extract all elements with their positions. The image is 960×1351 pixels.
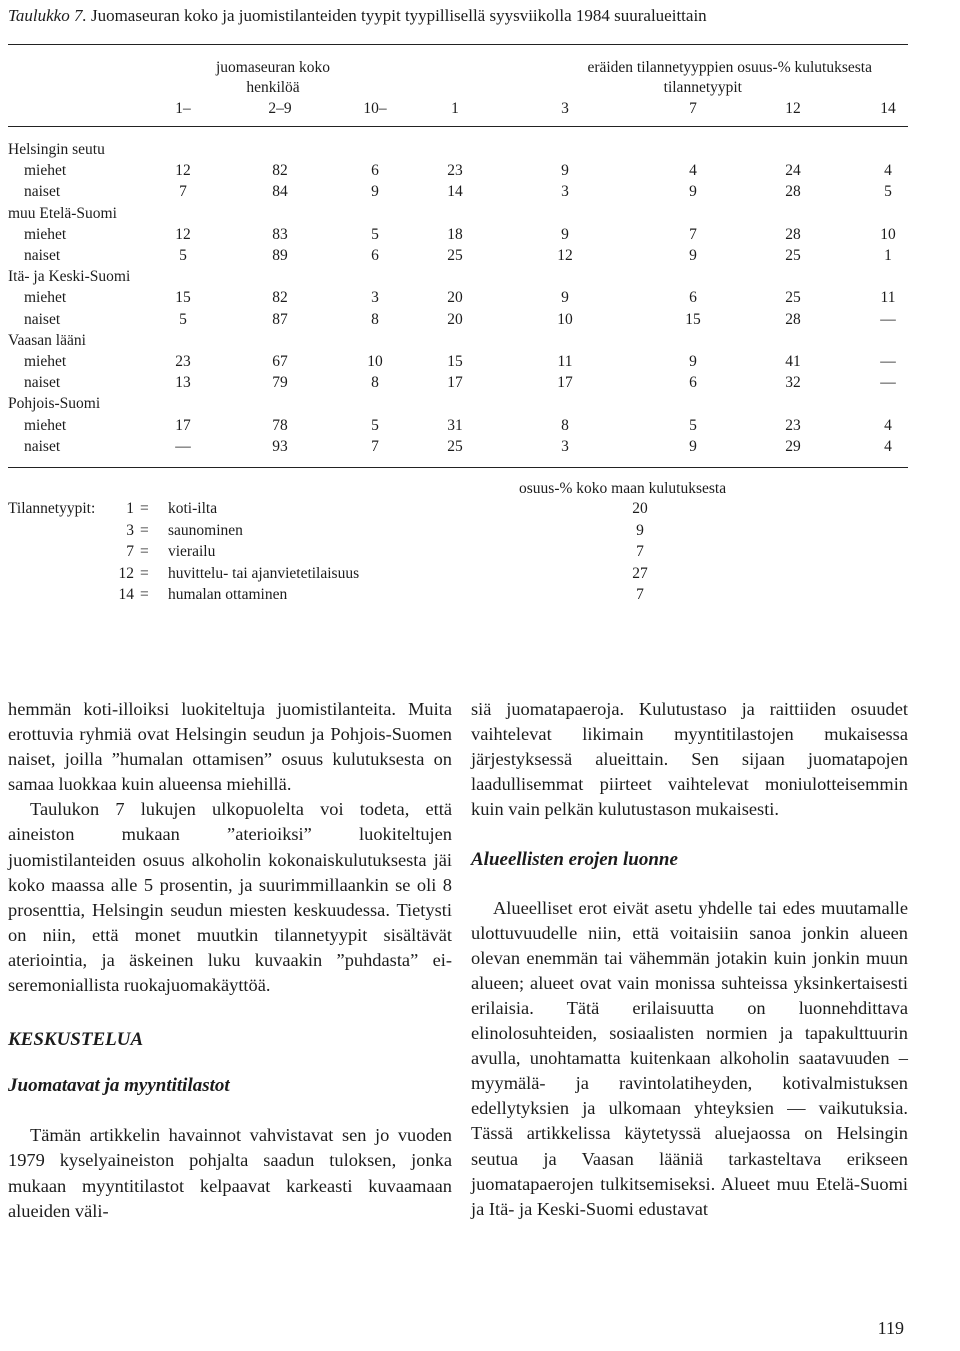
caption-label: Taulukko 7. bbox=[8, 6, 87, 25]
table-cell: 87 bbox=[272, 310, 288, 328]
caption-text: Juomaseuran koko ja juomistilanteiden tyypit tyypillisellä syysviikolla 1984 suuralueittain bbox=[90, 6, 707, 25]
right-paragraph-1: siä juomatapaeroja. Kulutustaso ja raittiiden osuudet vaihtelevat likimain myyntitilastojen mukaisessa järjestyksessä alueittain. Sen sijaan juomatapojen laadullisemmat piirteet vaihtelevat moniulotteisemmin kuin vain pelkän kulutustason mukaisesti. bbox=[471, 699, 908, 820]
region-label: muu Etelä-Suomi bbox=[8, 204, 117, 222]
table-cell: 10 bbox=[367, 353, 383, 370]
row-label: naiset bbox=[24, 183, 61, 201]
table-cell: 3 bbox=[561, 437, 569, 455]
right-paragraph-2: Alueelliset erot eivät asetu yhdelle tai edes muutamalle ulottuvuudelle niin, että voitaisiin sanoa jonkin alueen olevan enemmän tai vähemmän jotakin kuin jonkin muun alueen; alueet ovat vain monissa suhteissa yksinkertaisesti erilaisia. Tätä erilaisuutta on luonnehdittava elinolosuhteiden, sosiaalisten normien ja tapakulttuurin avulla, unohtamatta kuitenkaan alkoholin saatavuuden – myymälä- ja ravintolatiheyden, kotivalmistuksen edellytyksien ja ulkomaan yhteyksien — vaikutuksia. Tässä artikkelissa käytetyssä aluejaossa on Helsingin seutua ja Vaasan lääniä tarkasteltava erikseen juomatapaerojen tulkitsemiseksi. Alueet muu Etelä-Suomi ja Itä- ja Keski-Suomi edustavat bbox=[471, 897, 908, 1219]
table-cell: 17 bbox=[175, 416, 191, 434]
table-cell: 84 bbox=[272, 183, 288, 201]
table-caption bbox=[8, 6, 707, 26]
table-cell: 11 bbox=[557, 353, 573, 370]
legend-equals: = bbox=[140, 543, 149, 560]
legend-share-header: osuus-% koko maan kulutuksesta bbox=[519, 480, 727, 497]
table-cell: 5 bbox=[371, 225, 379, 243]
table-cell: 6 bbox=[371, 162, 379, 180]
region-label: Itä- ja Keski-Suomi bbox=[8, 268, 131, 286]
legend-share: 27 bbox=[632, 564, 648, 582]
table-cell: 82 bbox=[272, 162, 288, 180]
table-cell: — bbox=[175, 437, 191, 455]
table-cell: 9 bbox=[561, 162, 569, 180]
left-paragraph-1: hemmän koti-illoiksi luokiteltuja juomistilanteita. Muita erottuvia ryhmiä ovat Helsingin seudun ja Pohjois-Suomen naiset, joilla ”humalan ottamisen” osuus kulutuksesta on samaa luokkaa kuin alueensa miehillä. bbox=[8, 699, 452, 795]
table-cell: 12 bbox=[175, 225, 191, 243]
legend-code: 12 bbox=[118, 564, 134, 582]
table-cell: 28 bbox=[785, 310, 801, 328]
table-cell: 17 bbox=[557, 374, 573, 392]
row-label: naiset bbox=[24, 247, 61, 264]
legend-name: saunominen bbox=[168, 521, 243, 539]
row-label: naiset bbox=[24, 437, 61, 455]
table-cell: 5 bbox=[179, 310, 187, 328]
region-label: Helsingin seutu bbox=[8, 141, 105, 158]
column-header: 7 bbox=[689, 100, 697, 117]
row-label: miehet bbox=[24, 289, 67, 307]
table-cell: 8 bbox=[371, 374, 379, 392]
table-cell: 28 bbox=[785, 183, 801, 201]
table-cell: 9 bbox=[689, 437, 697, 455]
table-cell: — bbox=[880, 374, 896, 392]
table-bottom-rule bbox=[8, 467, 908, 468]
heading-alueellisten: Alueellisten erojen luonne bbox=[471, 849, 678, 871]
legend-share: 20 bbox=[632, 500, 648, 517]
left-paragraph-2: Taulukon 7 lukujen ulkopuolelta voi todeta, että aineiston mukaan ”aterioiksi” luokiteltujen juomistilanteiden osuus alkoholin kokonaiskulutuksesta jäi koko maassa alle 5 prosentin, ja suurimmillaankin se oli 8 prosenttia, Helsingin seudun miesten keskuudessa. Tietysti on niin, että monet muutkin tilannetyypit sisältävät ateriointia, ja äskeinen luku kuvaakin ”puhdasta” ei-seremoniallista ruokajuomakäyttöä. bbox=[8, 799, 452, 996]
table-cell: 4 bbox=[884, 437, 892, 455]
table-cell: 6 bbox=[689, 374, 697, 392]
table-cell: 5 bbox=[689, 416, 697, 434]
region-label: Vaasan lääni bbox=[8, 331, 86, 349]
legend-equals: = bbox=[140, 521, 149, 539]
legend-share: 7 bbox=[636, 586, 644, 603]
table-cell: — bbox=[880, 310, 896, 328]
table-cell: 67 bbox=[272, 353, 288, 370]
table-cell: 15 bbox=[685, 310, 701, 328]
table-cell: 24 bbox=[785, 162, 801, 180]
legend-code: 14 bbox=[118, 586, 134, 603]
table-cell: 11 bbox=[880, 289, 896, 307]
legend-title: Tilannetyypit: bbox=[8, 500, 96, 517]
table-cell: 25 bbox=[785, 289, 801, 307]
table-cell: 8 bbox=[561, 416, 569, 434]
table-cell: 83 bbox=[272, 225, 288, 243]
table-cell: 3 bbox=[371, 289, 379, 307]
table-cell: 10 bbox=[880, 225, 896, 243]
left-paragraph-3: Tämän artikkelin havainnot vahvistavat sen jo vuoden 1979 kyselyaineiston pohjalta saadun tuloksen, jonka mukaan myyntitilastot kelpaavat karkeasti kuvaamaan alueiden väli- bbox=[8, 1125, 452, 1221]
column-header: 14 bbox=[880, 100, 896, 117]
table-cell: 8 bbox=[371, 310, 379, 328]
legend-equals: = bbox=[140, 564, 149, 582]
table-cell: 25 bbox=[785, 247, 801, 264]
table-cell: 4 bbox=[884, 162, 892, 180]
legend-name: huvittelu- tai ajanvietetilaisuus bbox=[168, 564, 360, 582]
table-cell: 9 bbox=[371, 183, 379, 201]
table-top-rule bbox=[8, 44, 908, 45]
table-cell: 82 bbox=[272, 289, 288, 307]
legend-share: 7 bbox=[636, 543, 644, 560]
table-cell: 93 bbox=[272, 437, 288, 455]
table-cell: 9 bbox=[689, 247, 697, 264]
table-cell: 20 bbox=[447, 310, 463, 328]
table-cell: 7 bbox=[371, 437, 379, 455]
row-label: miehet bbox=[24, 162, 67, 180]
column-header: 1 bbox=[451, 100, 459, 117]
table-cell: 25 bbox=[447, 437, 463, 455]
column-header: 3 bbox=[561, 100, 569, 117]
legend-name: vierailu bbox=[168, 543, 216, 560]
table-cell: 7 bbox=[179, 183, 187, 201]
table-cell: 4 bbox=[689, 162, 697, 180]
table-cell: 4 bbox=[884, 416, 892, 434]
group-header-share: eräiden tilannetyyppien osuus-% kulutuksesta tilannetyypit bbox=[587, 59, 872, 96]
legend-code: 3 bbox=[126, 521, 134, 539]
legend-code: 7 bbox=[126, 543, 134, 560]
table-cell: 3 bbox=[561, 183, 569, 201]
table-cell: 12 bbox=[557, 247, 573, 264]
table-cell: 29 bbox=[785, 437, 801, 455]
table-cell: 17 bbox=[447, 374, 463, 392]
table-cell: 5 bbox=[179, 247, 187, 264]
table-cell: 5 bbox=[884, 183, 892, 201]
table-cell: 31 bbox=[447, 416, 463, 434]
legend-name: humalan ottaminen bbox=[168, 586, 288, 603]
table-cell: 32 bbox=[785, 374, 801, 392]
row-label: miehet bbox=[24, 416, 67, 434]
right-column bbox=[471, 697, 908, 1222]
row-label: naiset bbox=[24, 374, 61, 392]
legend-equals: = bbox=[140, 586, 149, 603]
table-cell: 15 bbox=[175, 289, 191, 307]
group-header-size: juomaseuran koko henkilöä bbox=[215, 59, 331, 96]
table-cell: 79 bbox=[272, 374, 288, 392]
region-label: Pohjois-Suomi bbox=[8, 395, 101, 413]
table-cell: 14 bbox=[447, 183, 463, 201]
legend-share: 9 bbox=[636, 521, 644, 539]
table-cell: 25 bbox=[447, 247, 463, 264]
heading-juomatavat: Juomatavat ja myyntitilastot bbox=[8, 1075, 230, 1097]
table-cell: 6 bbox=[689, 289, 697, 307]
table-cell: 9 bbox=[689, 353, 697, 370]
table-cell: 18 bbox=[447, 225, 463, 243]
table-cell: 20 bbox=[447, 289, 463, 307]
legend-equals: = bbox=[140, 500, 149, 517]
legend-code: 1 bbox=[126, 500, 134, 517]
heading-keskustelua: KESKUSTELUA bbox=[8, 1029, 144, 1051]
table-cell: 23 bbox=[447, 162, 463, 180]
table-cell: 1 bbox=[884, 247, 892, 264]
row-label: miehet bbox=[24, 225, 67, 243]
row-label: miehet bbox=[24, 353, 67, 370]
column-header: 2–9 bbox=[268, 100, 292, 117]
page-number: 119 bbox=[877, 1318, 904, 1338]
table-cell: 9 bbox=[689, 183, 697, 201]
table-cell: 12 bbox=[175, 162, 191, 180]
table-cell: 7 bbox=[689, 225, 697, 243]
table-cell: 23 bbox=[785, 416, 801, 434]
table-cell: 13 bbox=[175, 374, 191, 392]
column-header: 12 bbox=[785, 100, 801, 117]
left-column bbox=[8, 697, 452, 1224]
header-rule bbox=[8, 126, 908, 127]
table-cell: — bbox=[880, 353, 896, 370]
table-cell: 23 bbox=[175, 353, 191, 370]
table-cell: 6 bbox=[371, 247, 379, 264]
table-cell: 9 bbox=[561, 225, 569, 243]
table-cell: 89 bbox=[272, 247, 288, 264]
column-header: 10– bbox=[363, 100, 387, 117]
row-label: naiset bbox=[24, 310, 61, 328]
table-cell: 9 bbox=[561, 289, 569, 307]
table-cell: 10 bbox=[557, 310, 573, 328]
legend-name: koti-ilta bbox=[168, 500, 218, 517]
table-cell: 41 bbox=[785, 353, 801, 370]
table-cell: 78 bbox=[272, 416, 288, 434]
column-header: 1– bbox=[175, 100, 191, 117]
table-cell: 5 bbox=[371, 416, 379, 434]
table-cell: 28 bbox=[785, 225, 801, 243]
table-cell: 15 bbox=[447, 353, 463, 370]
